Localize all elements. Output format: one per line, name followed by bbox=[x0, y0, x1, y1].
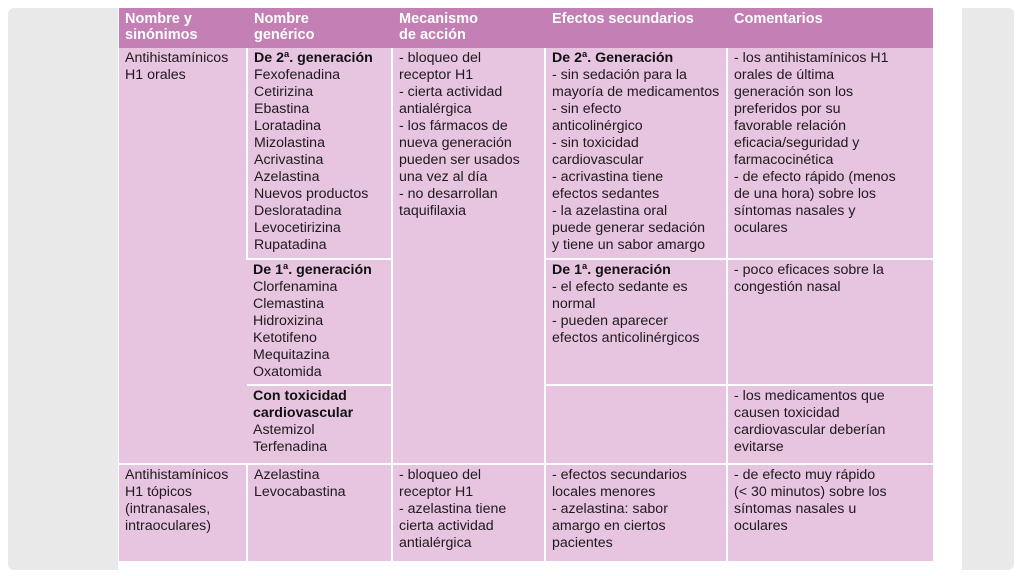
topical-antihistamines-cell: Antihistamínicos H1 tópicos (intranasales, intraoculares) bbox=[119, 464, 247, 562]
header-names: Nombre y sinónimos bbox=[119, 8, 247, 48]
gen1-drugs-cell: De 1ª. generación Clorfenamina Clemastina Hidroxizina Ketotifeno Mequitazina Oxatomida bbox=[247, 259, 392, 385]
antihistamine-table bbox=[119, 8, 933, 563]
header-mechanism: Mecanismo de acción bbox=[392, 8, 545, 48]
table-row bbox=[119, 48, 933, 259]
oral-mechanism-cell: - bloqueo del receptor H1 - cierta actividad antialérgica - los fármacos de nueva generación pueden ser usados una vez al día - no desarrollan taquifilaxia bbox=[392, 48, 545, 464]
oral-antihistamines-cell: Antihistamínicos H1 orales bbox=[119, 48, 247, 464]
topical-mechanism-cell: - bloqueo del receptor H1 - azelastina tiene cierta actividad antialérgica bbox=[392, 464, 545, 562]
gen2-drugs-cell: De 2ª. generación Fexofenadina Cetirizina Ebastina Loratadina Mizolastina Acrivastina Azelastina Nuevos productos Desloratadina Levocetirizina Rupatadina bbox=[247, 48, 392, 259]
header-generic-name: Nombre genérico bbox=[247, 8, 392, 48]
topical-drugs-cell: Azelastina Levocabastina bbox=[247, 464, 392, 562]
topical-effects-cell: - efectos secundarios locales menores - azelastina: sabor amargo en ciertos pacientes bbox=[545, 464, 727, 562]
topical-comments-cell: - de efecto muy rápido (< 30 minutos) sobre los síntomas nasales u oculares bbox=[727, 464, 933, 562]
table-header-row bbox=[119, 8, 933, 48]
header-comments: Comentarios bbox=[727, 8, 933, 48]
gen1-comments-cell: - poco eficaces sobre la congestión nasal bbox=[727, 259, 933, 385]
tox-drugs-cell: Con toxicidad cardiovascular Astemizol Terfenadina bbox=[247, 385, 392, 464]
gen2-comments-cell: - los antihistamínicos H1 orales de última generación son los preferidos por su favorable relación eficacia/seguridad y farmacocinética - de efecto rápido (menos de una hora) sobre los síntomas nasales y oculares bbox=[727, 48, 933, 259]
gen2-effects-cell: De 2ª. Generación - sin sedación para la mayoría de medicamentos - sin efecto anticolinérgico - sin toxicidad cardiovascular - acrivastina tiene efectos sedantes - la azelastina oral puede generar sedación y tiene un sabor amargo bbox=[545, 48, 727, 259]
header-side-effects: Efectos secundarios bbox=[545, 8, 727, 48]
gen1-effects-cell: De 1ª. generación - el efecto sedante es normal - pueden aparecer efectos anticolinérgicos bbox=[545, 259, 727, 385]
tox-comments-cell: - los medicamentos que causen toxicidad cardiovascular deberían evitarse bbox=[727, 385, 933, 464]
tox-effects-cell bbox=[545, 385, 727, 464]
table-row bbox=[119, 464, 933, 562]
